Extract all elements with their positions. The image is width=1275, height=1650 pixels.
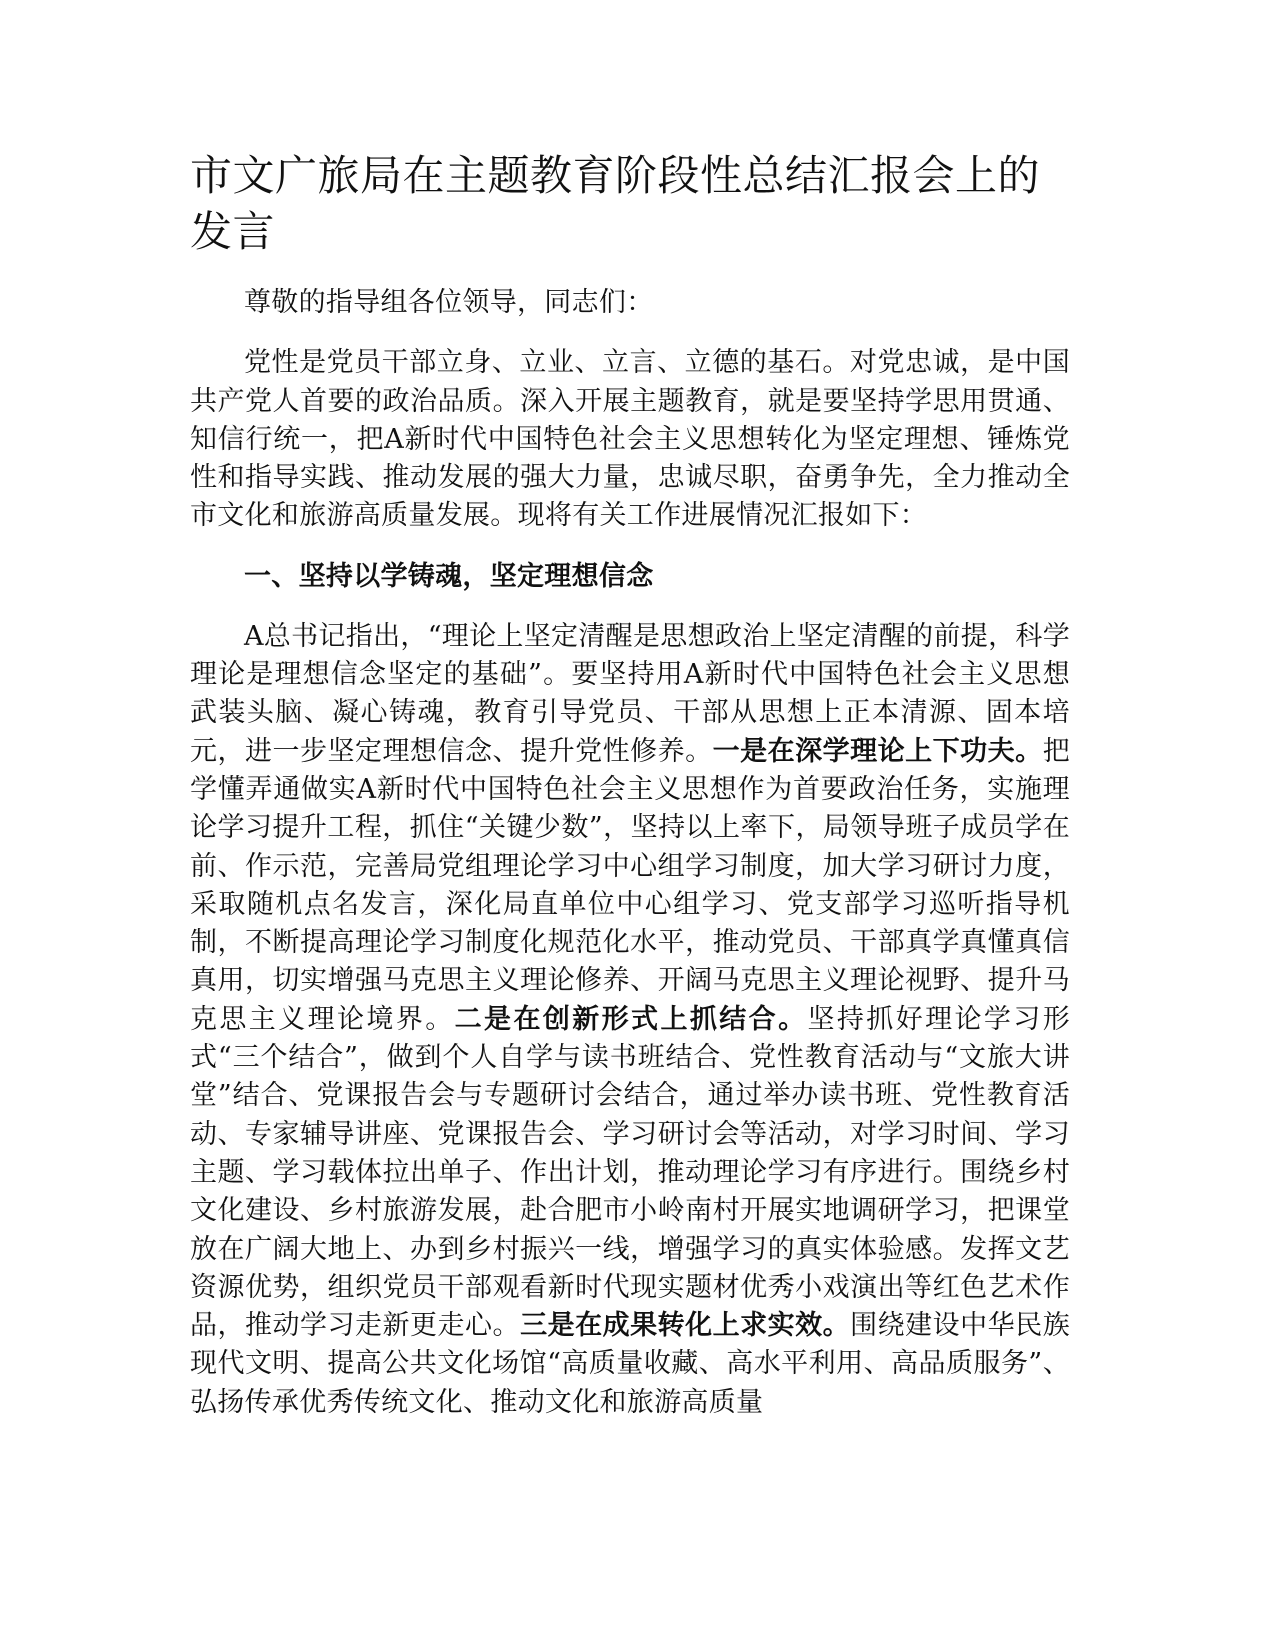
section-1-text-2: 把学懂弄通做实A新时代中国特色社会主义思想作为首要政治任务，实施理论学习提升工程，抓住“关键少数”，坚持以上率下，局领导班子成员学在前、作示范，完善局党组理论学习中心组学习制度，加大学习研讨力度，采取随机点名发言，深化局直单位中心组学习、党支部学习巡听指导机制，不断提高理论学习制度化规范化水平，推动党员、干部真学真懂真信真用，切实增强马克思主义理论修养、开阔马克思主义理论视野、提升马克思主义理论境界。 [190, 735, 1070, 1035]
section-1-paragraph [190, 618, 1070, 1422]
salutation: 尊敬的指导组各位领导，同志们： [244, 287, 654, 318]
intro-paragraph: 党性是党员干部立身、立业、立言、立德的基石。对党忠诚，是中国共产党人首要的政治品质。深入开展主题教育，就是要坚持学思用贯通、知信行统一，把A新时代中国特色社会主义思想转化为坚定理想、锤炼党性和指导实践、推动发展的强大力量，忠诚尽职，奋勇争先，全力推动全市文化和旅游高质量发展。现将有关工作进展情况汇报如下： [190, 347, 1070, 532]
section-1-text-3: 坚持抓好理论学习形式“三个结合”，做到个人自学与读书班结合、党性教育活动与“文旅大讲堂”结合、党课报告会与专题研讨会结合，通过举办读书班、党性教育活动、专家辅导讲座、党课报告会、学习研讨会等活动，对学习时间、学习主题、学习载体拉出单子、作出计划，推动理论学习有序进行。围绕乡村文化建设、乡村旅游发展，赴合肥市小岭南村开展实地调研学习，把课堂放在广阔大地上、办到乡村振兴一线，增强学习的真实体验感。发挥文艺资源优势，组织党员干部观看新时代现实题材优秀小戏演出等红色艺术作品，推动学习走新更走心。 [190, 1003, 1071, 1342]
section-1-text-1: A总书记指出，“理论上坚定清醒是思想政治上坚定清醒的前提，科学理论是理想信念坚定的基础”。要坚持用A新时代中国特色社会主义思想武装头脑、凝心铸魂，教育引导党员、干部从思想上正本清源、固本培元，进一步坚定理想信念、提升党性修养。 [190, 620, 1070, 767]
section-1-point-2: 二是在创新形式上抓结合。 [454, 1003, 808, 1035]
section-1-point-3: 三是在成果转化上求实效。 [520, 1310, 851, 1342]
document-title: 市文广旅局在主题教育阶段性总结汇报会上的发言 [190, 151, 1041, 256]
section-heading-1: 一、坚持以学铸魂，坚定理想信念 [244, 560, 654, 592]
document-body [190, 148, 1070, 1444]
section-1-text-4: 围绕建设中华民族现代文明、提高公共文化场馆“高质量收藏、高水平利用、高品质服务”、弘扬传承优秀传统文化、推动文化和旅游高质量 [190, 1310, 1070, 1418]
section-1-point-1: 一是在深学理论上下功夫。 [712, 735, 1043, 767]
